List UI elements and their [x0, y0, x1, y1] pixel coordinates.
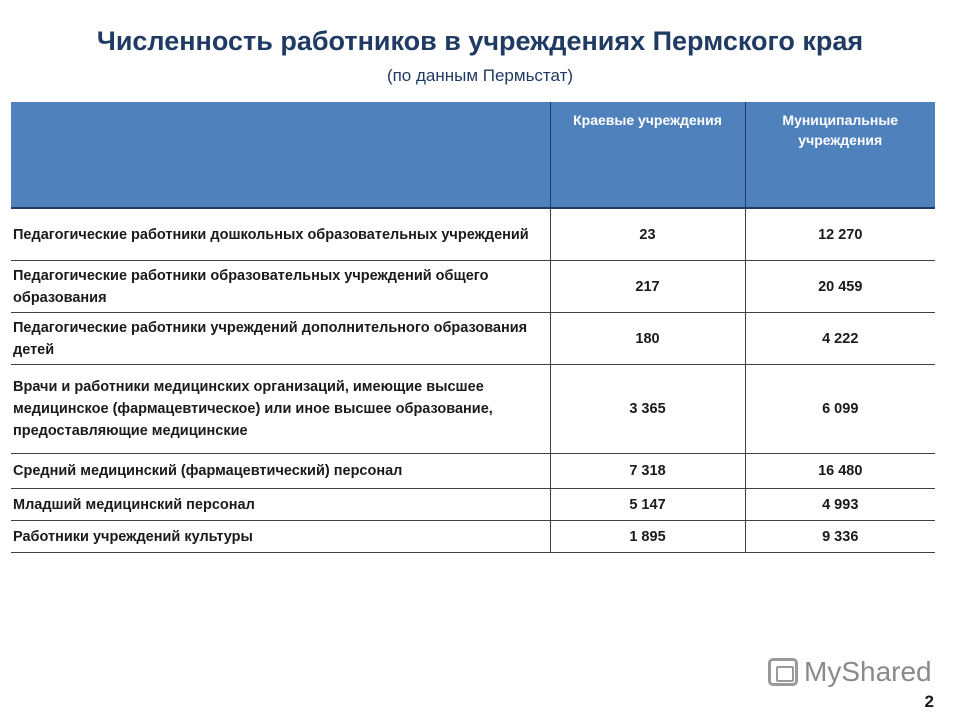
regional-value: 3 365: [550, 365, 745, 454]
table-row: [11, 454, 935, 489]
table-row: [11, 489, 935, 521]
presentation-icon: [768, 658, 798, 686]
staff-table: [11, 102, 935, 553]
row-label: Младший медицинский персонал: [11, 489, 550, 521]
row-label: Педагогические работники дошкольных образовательных учреждений: [11, 208, 550, 261]
row-label: Средний медицинский (фармацевтический) персонал: [11, 454, 550, 489]
row-label: Педагогические работники образовательных учреждений общего образования: [11, 261, 550, 313]
slide-subtitle: (по данным Пермьстат): [386, 66, 574, 85]
header-cell-blank: [11, 102, 550, 208]
table-row: [11, 261, 935, 313]
regional-value: 23: [550, 208, 745, 261]
regional-value: 217: [550, 261, 745, 313]
table-row: [11, 313, 935, 365]
table-row: [11, 208, 935, 261]
regional-value: 5 147: [550, 489, 745, 521]
regional-value: 7 318: [550, 454, 745, 489]
regional-value: 1 895: [550, 521, 745, 553]
slide-title: Численность работников в учреждениях Пермского края: [96, 26, 864, 56]
municipal-value: 12 270: [745, 208, 935, 261]
table-header-row: [11, 102, 935, 208]
header-cell-municipal: Муниципальные учреждения: [745, 102, 935, 208]
header-cell-regional: Краевые учреждения: [550, 102, 745, 208]
watermark-text: MyShared: [804, 656, 932, 687]
watermark-logo: [768, 656, 932, 688]
table-row: [11, 365, 935, 454]
municipal-value: 9 336: [745, 521, 935, 553]
municipal-value: 4 222: [745, 313, 935, 365]
row-label: Педагогические работники учреждений дополнительного образования детей: [11, 313, 550, 365]
page-number: 2: [924, 692, 934, 711]
municipal-value: 4 993: [745, 489, 935, 521]
row-label: Врачи и работники медицинских организаций, имеющие высшее медицинское (фармацевтическое) или иное высшее образование, предоставляющие медицинские: [11, 365, 550, 454]
municipal-value: 20 459: [745, 261, 935, 313]
regional-value: 180: [550, 313, 745, 365]
table-row: [11, 521, 935, 553]
municipal-value: 16 480: [745, 454, 935, 489]
municipal-value: 6 099: [745, 365, 935, 454]
row-label: Работники учреждений культуры: [11, 521, 550, 553]
